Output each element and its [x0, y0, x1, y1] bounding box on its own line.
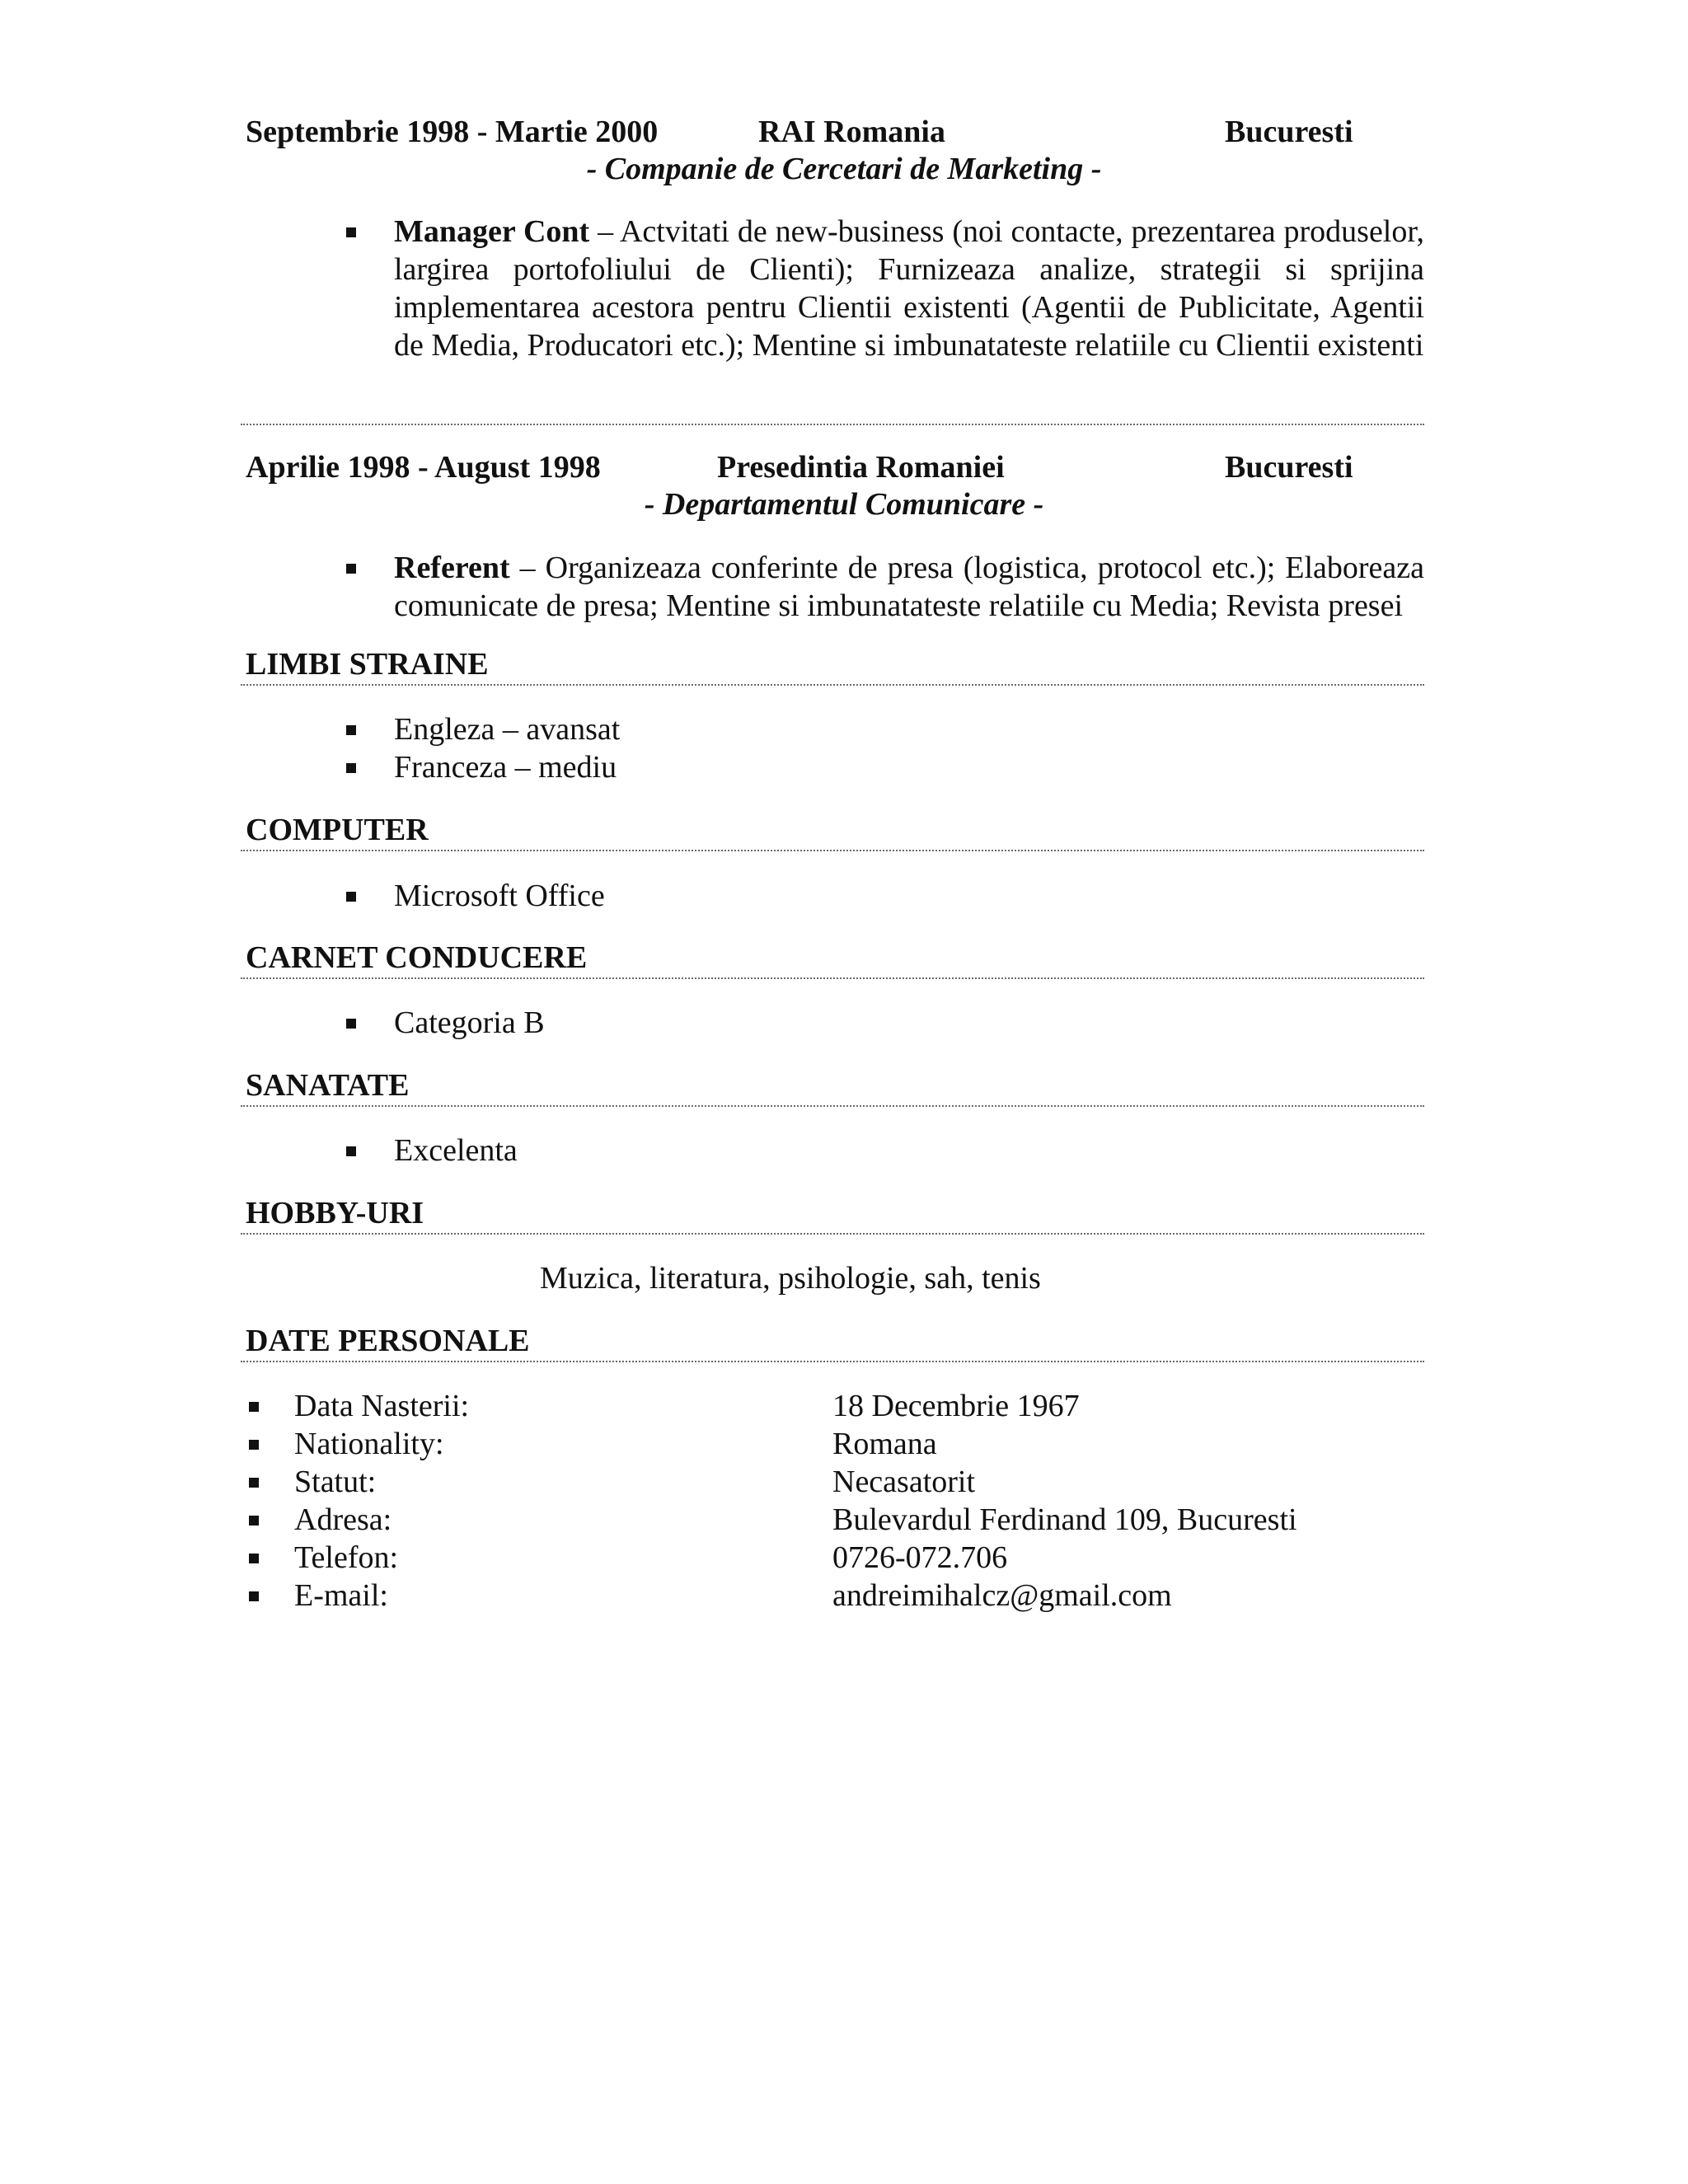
personal-label: Telefon: — [294, 1540, 399, 1575]
section-divider — [241, 1233, 1424, 1235]
job-2-company: Presedintia Romaniei — [717, 450, 1005, 485]
section-divider — [241, 684, 1424, 686]
personal-label: Nationality: — [294, 1427, 444, 1461]
hobbies-text: Muzica, literatura, psihologie, sah, tenis — [540, 1261, 1041, 1296]
job-1-description — [394, 213, 1424, 364]
section-title-hobbies: HOBBY-URI — [246, 1196, 424, 1230]
job-1-company: RAI Romania — [758, 115, 945, 149]
bullet-icon — [249, 1402, 259, 1412]
section-title-health: SANATATE — [246, 1068, 410, 1103]
job-2-subtitle: - Departamentul Comunicare - — [644, 487, 1044, 522]
personal-label: Statut: — [294, 1465, 377, 1499]
bullet-icon — [249, 1440, 259, 1450]
job-2-period: Aprilie 1998 - August 1998 — [246, 450, 601, 485]
job-1-role: Manager Cont — [394, 214, 590, 249]
section-divider — [241, 1105, 1424, 1107]
section-divider — [241, 1361, 1424, 1362]
personal-label: Data Nasterii: — [294, 1389, 470, 1423]
section-title-languages: LIMBI STRAINE — [246, 647, 489, 682]
job-2-city: Bucuresti — [1225, 450, 1353, 485]
personal-label: Adresa: — [294, 1502, 392, 1537]
section-divider — [241, 424, 1424, 425]
job-1-separator: – — [589, 214, 620, 249]
bullet-icon — [346, 892, 356, 902]
computer-item: Microsoft Office — [394, 879, 605, 913]
personal-value: 0726-072.706 — [832, 1540, 1008, 1575]
personal-value: Necasatorit — [832, 1465, 976, 1499]
job-1-subtitle: - Companie de Cercetari de Marketing - — [586, 152, 1102, 186]
section-title-license: CARNET CONDUCERE — [246, 940, 588, 975]
license-item: Categoria B — [394, 1005, 545, 1040]
personal-value: Bulevardul Ferdinand 109, Bucuresti — [832, 1502, 1297, 1537]
job-1-city: Bucuresti — [1225, 115, 1353, 149]
personal-value: Romana — [832, 1427, 937, 1461]
bullet-icon — [346, 763, 356, 773]
bullet-icon — [249, 1516, 259, 1526]
language-item: Franceza – mediu — [394, 750, 617, 785]
section-title-personal: DATE PERSONALE — [246, 1324, 530, 1358]
job-2-role: Referent — [394, 551, 510, 585]
health-item: Excelenta — [394, 1133, 518, 1168]
language-item: Engleza – avansat — [394, 712, 621, 747]
bullet-icon — [346, 725, 356, 735]
bullet-icon — [346, 227, 356, 237]
section-divider — [241, 850, 1424, 851]
bullet-icon — [346, 564, 356, 574]
job-2-separator: – — [509, 551, 546, 585]
bullet-icon — [249, 1554, 259, 1563]
job-1-description-text: Actvitati de new-business (noi contacte, prezentarea produselor, largirea portofoliului de Clienti); Furnizeaza analize, strategii si sprijina implementarea acestora pentru Clientii existenti (Agentii de Publicitate, Agentii de Media, Producatori etc.); Mentine si imbunatateste relatiile cu Clientii existenti — [394, 214, 1425, 363]
bullet-icon — [249, 1478, 259, 1488]
job-2-description-text: Organizeaza conferinte de presa (logistica, protocol etc.); Elaboreaza comunicate de presa; Mentine si imbunatateste relatiile cu Media; Revista presei — [394, 551, 1425, 623]
personal-value: 18 Decembrie 1967 — [832, 1389, 1080, 1423]
personal-label: E-mail: — [294, 1578, 388, 1613]
job-2-description — [394, 549, 1424, 625]
job-1-period: Septembrie 1998 - Martie 2000 — [246, 115, 659, 149]
bullet-icon — [249, 1591, 259, 1601]
section-title-computer: COMPUTER — [246, 813, 429, 847]
email-link[interactable]: andreimihalcz@gmail.com — [832, 1578, 1172, 1613]
bullet-icon — [346, 1146, 356, 1156]
bullet-icon — [346, 1019, 356, 1029]
section-divider — [241, 977, 1424, 979]
